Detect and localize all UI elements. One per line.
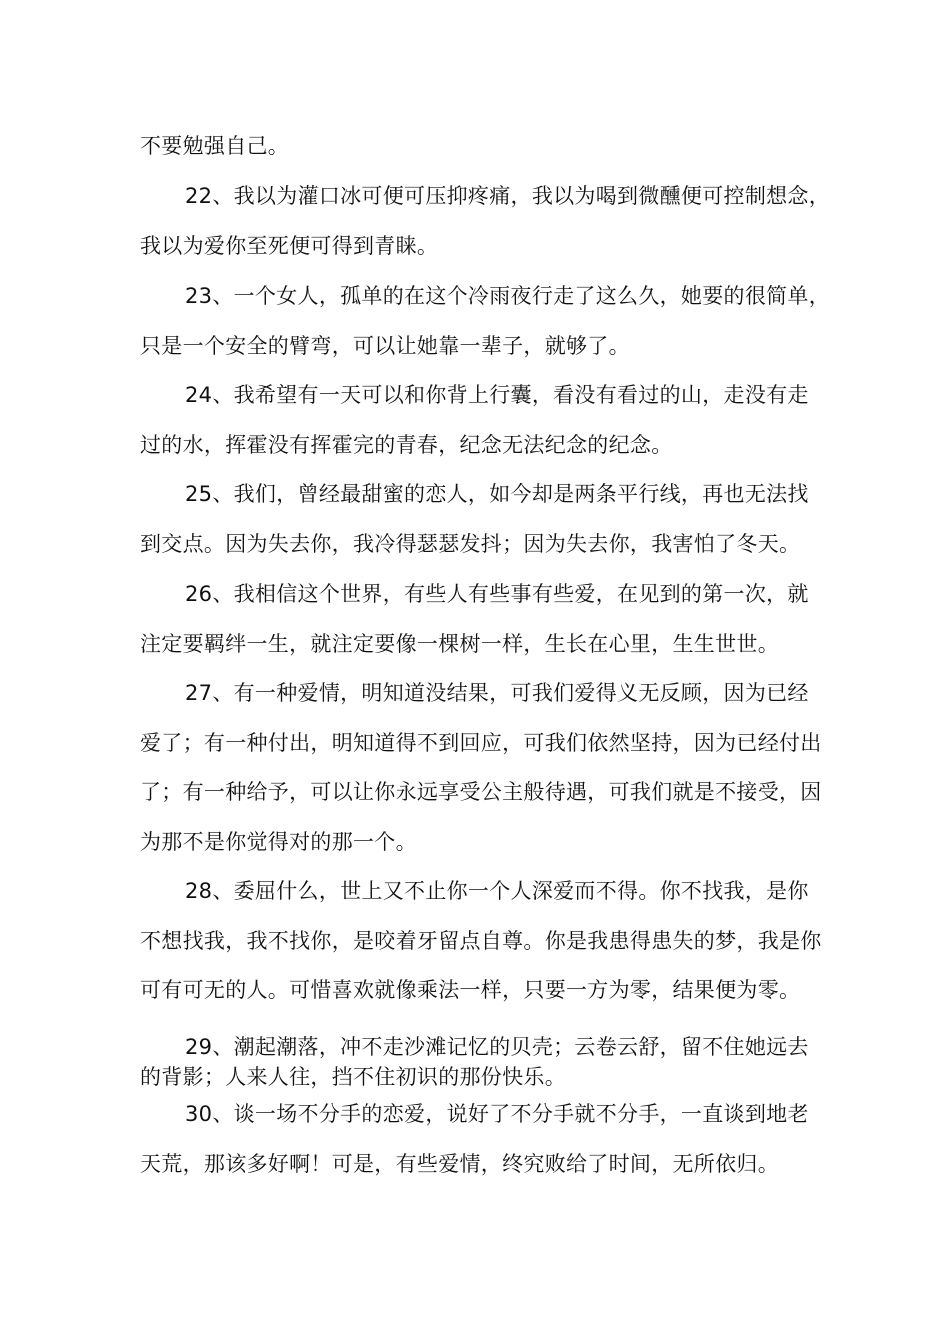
text-line: 29、潮起潮落，冲不走沙滩记忆的贝壳；云卷云舒，留不住她远去 (185, 1035, 809, 1059)
paragraph-28 (140, 867, 830, 1016)
text-line: 为那不是你觉得对的那一个。 (140, 829, 417, 854)
text-line: 过的水，挥霍没有挥霍完的青春，纪念无法纪念的纪念。 (140, 432, 673, 457)
text-line: 24、我希望有一天可以和你背上行囊，看没有看过的山，走没有走 (185, 383, 809, 407)
paragraph-21-tail (140, 122, 830, 172)
text-line: 了；有一种给予，可以让你永远享受公主般待遇，可我们就是不接受，因 (140, 780, 822, 804)
paragraph-23 (140, 272, 830, 371)
text-line: 25、我们，曾经最甜蜜的恋人，如今却是两条平行线，再也无法找 (185, 482, 809, 506)
paragraph-24 (140, 371, 830, 470)
text-line: 的背影；人来人往，挡不住初识的那份快乐。 (140, 1065, 566, 1089)
text-line: 26、我相信这个世界，有些人有些事有些爱，在见到的第一次，就 (185, 582, 809, 606)
text-line: 30、谈一场不分手的恋爱，说好了不分手就不分手，一直谈到地老 (185, 1102, 809, 1126)
paragraph-27 (140, 669, 830, 867)
text-line: 到交点。因为失去你，我冷得瑟瑟发抖；因为失去你，我害怕了冬天。 (140, 531, 801, 556)
paragraph-22 (140, 172, 830, 271)
text-line: 27、有一种爱情，明知道没结果，可我们爱得义无反顾，因为已经 (185, 681, 809, 705)
text-line: 只是一个安全的臂弯，可以让她靠一辈子，就够了。 (140, 333, 630, 358)
text-line: 可有可无的人。可惜喜欢就像乘法一样，只要一方为零，结果便为零。 (140, 978, 801, 1002)
text-line: 23、一个女人，孤单的在这个冷雨夜行走了这么久，她要的很简单， (185, 284, 831, 308)
text-line: 不想找我，我不找你，是咬着牙留点自尊。你是我患得患失的梦，我是你 (140, 928, 822, 953)
paragraph-30 (140, 1090, 830, 1189)
text-line: 22、我以为灌口冰可便可压抑疼痛，我以为喝到微醺便可控制想念， (185, 184, 831, 208)
paragraph-29 (140, 1032, 830, 1092)
text-line: 28、委屈什么，世上又不止你一个人深爱而不得。你不找我，是你 (185, 879, 809, 903)
text-line: 我以为爱你至死便可得到青睐。 (140, 233, 439, 258)
text-line: 爱了；有一种付出，明知道得不到回应，可我们依然坚持，因为已经付出 (140, 730, 822, 755)
paragraph-26 (140, 570, 830, 669)
text-line: 注定要羁绊一生，就注定要像一棵树一样，生长在心里，生生世世。 (140, 631, 779, 656)
text-line: 天荒，那该多好啊！可是，有些爱情，终究败给了时间，无所依归。 (140, 1151, 779, 1176)
text-line: 不要勉强自己。 (140, 134, 290, 158)
paragraph-25 (140, 470, 830, 569)
